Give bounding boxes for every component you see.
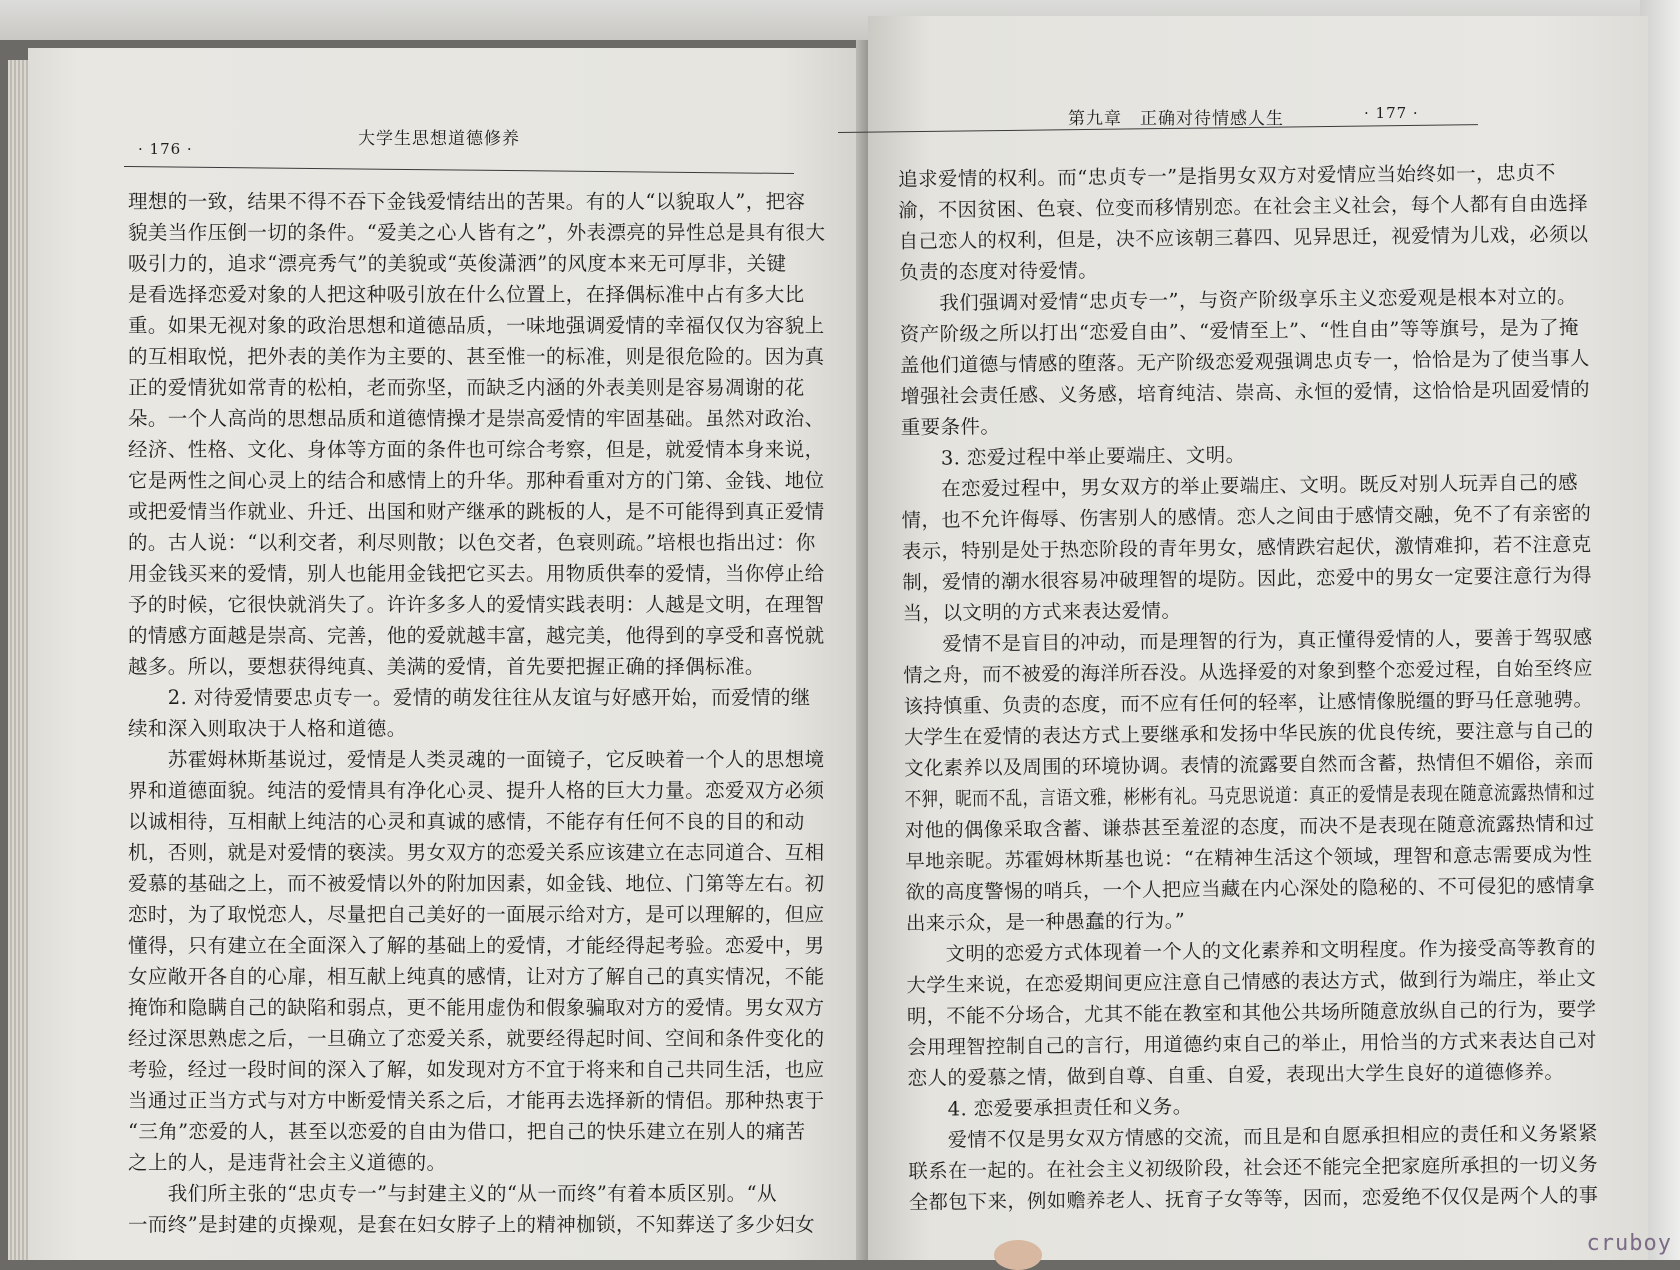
text-line: 一而终”是封建的贞操观，是套在妇女脖子上的精神枷锁，不知葬送了多少妇女 [128, 1213, 815, 1236]
text-line: 爱情不是盲目的冲动，而是理智的行为，真正懂得爱情的人，要善于驾驭感 [902, 625, 1593, 656]
left-header-rule [124, 166, 794, 174]
text-line: 我们所主张的“忠贞专一”与封建主义的“从一而终”有着本质区别。“从 [128, 1182, 777, 1205]
text-line: 懂得，只有建立在全面深入了解的基础上的爱情，才能经得起考验。恋爱中，男 [128, 934, 825, 957]
text-line: 3. 恋爱过程中举止要端庄、文明。 [900, 443, 1246, 470]
text-line: 用金钱买来的爱情，别人也能用金钱把它买去。用物质供奉的爱情，当你停止给 [128, 562, 825, 585]
text-line: 我们强调对爱情“忠贞专一”，与资产阶级享乐主义恋爱观是根本对立的。 [899, 284, 1577, 315]
text-line: “三角”恋爱的人，甚至以恋爱的自由为借口，把自己的快乐建立在别人的痛苦 [128, 1120, 806, 1143]
text-line: 明，不能不分场合，尤其不能在教室和其他公共场所随意放纵自己的行为，要学 [906, 997, 1597, 1028]
text-line: 考验，经过一段时间的深入了解，如发现对方不宜于将来和自己共同生活，也应 [128, 1058, 825, 1081]
text-line: 不狎，昵而不乱，言语文雅，彬彬有礼。马克思说道：真正的爱情是表现在随意流露热情和过 [904, 780, 1595, 811]
text-line: 貌美当作压倒一切的条件。“爱美之心人皆有之”，外表漂亮的异性总是具有很大 [128, 221, 826, 244]
text-line: 负责的态度对待爱情。 [899, 258, 1099, 284]
text-line: 渝，不因贫困、色衰、位变而移情别恋。在社会主义社会，每个人都有自由选择 [898, 191, 1589, 222]
text-line: 大学生来说，在恋爱期间更应注意自己情感的表达方式，做到行为端庄，举止文 [906, 966, 1597, 997]
text-line: 朵。一个人高尚的思想品质和道德情操才是崇高爱情的牢固基础。虽然对政治、 [128, 407, 825, 430]
text-line: 是看选择恋爱对象的人把这种吸引放在什么位置上，在择偶标准中占有多大比 [128, 283, 805, 306]
text-line: 经济、性格、文化、身体等方面的条件也可综合考察，但是，就爱情本身来说， [128, 438, 825, 461]
text-line: 全都包下来，例如赡养老人、抚育子女等等，因而，恋爱绝不仅仅是两个人的事 [908, 1183, 1599, 1214]
right-page [868, 16, 1648, 1260]
text-line: 界和道德面貌。纯洁的爱情具有净化心灵、提升人格的巨大力量。恋爱双方必须 [128, 779, 825, 802]
text-line: 出来示众，是一种愚蠢的行为。” [905, 909, 1186, 935]
text-line: 的互相取悦，把外表的美作为主要的、甚至惟一的标准，则是很危险的。因为真 [128, 345, 825, 368]
text-line: 4. 恋爱要承担责任和义务。 [907, 1094, 1193, 1121]
text-line: 的。古人说：“以利交者，利尽则散；以色交者，色衰则疏。”培根也指出过：你 [128, 531, 816, 554]
text-line: 机，否则，就是对爱情的亵渎。男女双方的恋爱关系应该建立在志同道合、互相 [128, 841, 825, 864]
text-line: 盖他们道德与情感的堕落。无产阶级恋爱观强调忠贞专一，恰恰是为了使当事人 [899, 346, 1590, 377]
text-line: 增强社会责任感、义务感，培育纯洁、崇高、永恒的爱情，这恰恰是巩固爱情的 [900, 377, 1591, 408]
text-line: 会用理智控制自己的言行，用道德约束自己的举止，用恰当的方式来表达自己对 [907, 1028, 1597, 1059]
text-line: 当通过正当方式与对方中断爱情关系之后，才能再去选择新的情侣。那种热衷于 [128, 1089, 825, 1112]
text-line: 它是两性之间心灵上的结合和感情上的升华。那种看重对方的门第、金钱、地位 [128, 469, 825, 492]
text-line: 予的时候，它很快就消失了。许许多多人的爱情实践表明：人越是文明，在理智 [128, 593, 825, 616]
text-line: 表示，特别是处于热恋阶段的青年男女，感情跌宕起伏，激情难抑，若不注意克 [901, 532, 1592, 563]
text-line: 或把爱情当作就业、升迁、出国和财产继承的跳板的人，是不可能得到真正爱情 [128, 500, 825, 523]
text-line: 恋人的爱慕之情，做到自尊、自重、自爱，表现出大学生良好的道德修养。 [907, 1060, 1565, 1090]
text-line: 文化素养以及周围的环境协调。表情的流露要自然而含蓄，热情但不媚俗，亲而 [904, 749, 1594, 780]
right-page-number: · 177 · [1364, 104, 1419, 122]
thumb-holding-page [994, 1240, 1042, 1270]
text-line: 对他的偶像采取含蓄、谦恭甚至羞涩的态度，而决不是表现在随意流露热情和过 [904, 811, 1595, 842]
text-line: 重要条件。 [900, 414, 1001, 439]
text-line: 该持慎重、负责的态度，而不应有任何的轻率，让感情像脱缰的野马任意驰骋。 [903, 687, 1594, 718]
text-line: 续和深入则取决于人格和道德。 [128, 717, 407, 740]
text-line: 经过深思熟虑之后，一旦确立了恋爱关系，就要经得起时间、空间和条件变化的 [128, 1027, 825, 1050]
text-line: 追求爱情的权利。而“忠贞专一”是指男女双方对爱情应当始终如一，忠贞不 [898, 161, 1556, 191]
left-page [28, 48, 882, 1260]
text-line: 爱情不仅是男女双方情感的交流，而且是和自愿承担相应的责任和义务紧紧 [908, 1121, 1598, 1152]
text-line: 情，也不允许侮辱、伤害别人的感情。恋人之间由于感情交融，免不了有亲密的 [901, 501, 1592, 532]
watermark: cruboy [1586, 1231, 1672, 1256]
text-line: 正的爱情犹如常青的松柏，老而弥坚，而缺乏内涵的外表美则是容易凋谢的花 [128, 376, 805, 399]
left-running-title: 大学生思想道德修养 [358, 129, 520, 149]
text-line: 早地亲昵。苏霍姆林斯基也说：“在精神生活这个领域，理智和意志需要成为性 [905, 842, 1593, 873]
text-line: 欲的高度警惕的哨兵，一个人把应当藏在内心深处的隐秘的、不可侵犯的感情拿 [905, 873, 1596, 904]
text-line: 爱慕的基础之上，而不被爱情以外的附加因素，如金钱、地位、门第等左右。初 [128, 872, 825, 895]
right-body-text [898, 155, 1680, 1217]
left-body-text [128, 186, 825, 1240]
text-line: 苏霍姆林斯基说过，爱情是人类灵魂的一面镜子，它反映着一个人的思想境 [128, 748, 825, 771]
text-line: 在恋爱过程中，男女双方的举止要端庄、文明。既反对别人玩弄自己的感 [901, 470, 1579, 501]
right-chapter-title: 第九章 正确对待情感人生 [1068, 109, 1284, 129]
text-line: 的情感方面越是崇高、完善，他的爱就越丰富，越完美，他得到的享受和喜悦就 [128, 624, 825, 647]
text-line: 文明的恋爱方式体现着一个人的文化素养和文明程度。作为接受高等教育的 [906, 935, 1596, 966]
text-line: 大学生在爱情的表达方式上要继承和发扬中华民族的优良传统，要注意与自己的 [903, 718, 1594, 749]
text-line: 吸引力的，追求“漂亮秀气”的美貌或“英俊潇洒”的风度本来无可厚非，关键 [128, 252, 787, 275]
text-line: 联系在一起的。在社会主义初级阶段，社会还不能完全把家庭所承担的一切义务 [908, 1152, 1599, 1183]
text-line: 之上的人，是违背社会主义道德的。 [128, 1151, 447, 1174]
text-line: 当，以文明的方式来表达爱情。 [902, 599, 1182, 625]
left-page-number: · 176 · [138, 140, 193, 158]
text-line: 以诚相待，互相献上纯洁的心灵和真诚的感情，不能存有任何不良的目的和动 [128, 810, 805, 833]
text-line: 2. 对待爱情要忠贞专一。爱情的萌发往往从友谊与好感开始，而爱情的继 [128, 686, 811, 709]
text-line: 越多。所以，要想获得纯真、美满的爱情，首先要把握正确的择偶标准。 [128, 655, 765, 678]
text-line: 制，爱情的潮水很容易冲破理智的堤防。因此，恋爱中的男女一定要注意行为得 [902, 563, 1593, 594]
text-line: 理想的一致，结果不得不吞下金钱爱情结出的苦果。有的人“以貌取人”，把容 [128, 190, 806, 213]
text-line: 女应敞开各自的心扉，相互献上纯真的感情，让对方了解自己的真实情况，不能 [128, 965, 825, 988]
text-line: 恋时，为了取悦恋人，尽量把自己美好的一面展示给对方，是可以理解的，但应 [128, 903, 825, 926]
text-line: 自己恋人的权利，但是，决不应该朝三暮四、见异思迁，视爱情为儿戏，必须以 [898, 222, 1589, 253]
text-line: 掩饰和隐瞒自己的缺陷和弱点，更不能用虚伪和假象骗取对方的爱情。男女双方 [128, 996, 825, 1019]
text-line: 情之舟，而不被爱的海洋所吞没。从选择爱的对象到整个恋爱过程，自始至终应 [903, 656, 1593, 687]
text-line: 重。如果无视对象的政治思想和道德品质，一味地强调爱情的幸福仅仅为容貌上 [128, 314, 825, 337]
text-line: 资产阶级之所以打出“恋爱自由”、“爱情至上”、“性自由”等等旗号，是为了掩 [899, 315, 1579, 346]
